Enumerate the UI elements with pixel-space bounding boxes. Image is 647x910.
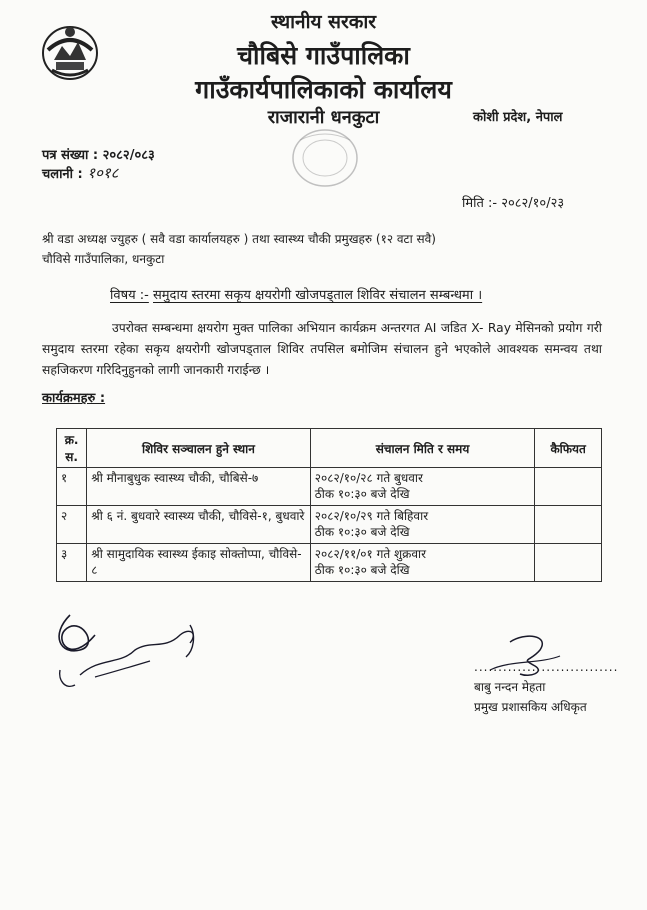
header-location: राजारानी धनकुटा [267, 107, 380, 128]
header-remarks: कैफियत [535, 429, 602, 468]
dispatch-number [42, 163, 118, 183]
table-row [57, 468, 602, 506]
cell-remarks [535, 544, 602, 582]
cell-serial: १ [57, 468, 87, 506]
header-province: कोशी प्रदेश, नेपाल [473, 110, 563, 125]
header-date-time: संचालन मिति र समय [310, 429, 535, 468]
subject-text: समुदाय स्तरमा सकृय क्षयरोगी खोजपड्ताल शिविर संचालन सम्बन्धमा । [153, 288, 483, 303]
header-place: शिविर सञ्चालन हुने स्थान [87, 429, 311, 468]
header-local-government: स्थानीय सरकार [270, 11, 377, 33]
cell-place: श्री मौनाबुधुक स्वास्थ्य चौकी, चौबिसे-७ [87, 468, 311, 506]
cell-date-time [310, 506, 535, 544]
recipient-line-2: चौविसे गाउँपालिका, धनकुटा [42, 252, 165, 266]
cell-date: २०८२/११/०१ गते शुक्रवार [314, 547, 427, 561]
cell-remarks [535, 506, 602, 544]
cell-remarks [535, 468, 602, 506]
programs-heading: कार्यक्रमहरु : [42, 391, 106, 406]
reference-value: २०८२/०८३ [102, 148, 155, 163]
schedule-table [56, 428, 602, 582]
cell-date-time [310, 468, 535, 506]
cell-time: ठीक १०:३० बजे देखि [314, 563, 410, 577]
officer-name: बाबु नन्दन मेहता [474, 680, 546, 694]
table-row [57, 544, 602, 582]
signature-line: .............................. [474, 660, 619, 674]
recipient-line-1: श्री वडा अध्यक्ष ज्युहरु ( सवै वडा कार्यालयहरु ) तथा स्वास्थ्य चौकी प्रमुखहरु (१२ वटा सवै) [42, 232, 436, 246]
cell-serial: ३ [57, 544, 87, 582]
table-row [57, 506, 602, 544]
reference-number [42, 145, 155, 163]
subject-label: विषय :- [110, 288, 149, 303]
header-municipality-name: चौबिसे गाउँपालिका [237, 41, 410, 70]
cell-time: ठीक १०:३० बजे देखि [314, 525, 410, 539]
header-serial: क्र. स. [57, 429, 87, 468]
letter-body: उपरोक्त सम्बन्धमा क्षयरोग मुक्त पालिका अभियान कार्यक्रम अन्तरगत AI जडित X- Ray मेसिनको प्रयोग गरी समुदाय स्तरमा रहेका सकृय क्षयरोगी खोजपड्ताल शिविर तपसिल बमोजिम संचालन हुने भएकोले आवश्यक समन्वय तथा सहजिकरण गरिदिनुहुनको लागी जानकारी गराईन्छ । [42, 321, 602, 377]
table-header-row [57, 429, 602, 468]
cell-date: २०८२/१०/२८ गते बुधवार [314, 471, 423, 485]
left-handwritten-signature [40, 595, 210, 695]
dispatch-label: चलानी : [42, 167, 83, 182]
cell-place: श्री ६ नं. बुधवारे स्वास्थ्य चौकी, चौविसे-१, बुधवारे [87, 506, 311, 544]
letter-date: मिति :- २०८२/१०/२३ [462, 196, 565, 211]
office-stamp [270, 120, 380, 190]
cell-time: ठीक १०:३० बजे देखि [314, 487, 410, 501]
reference-label: पत्र संख्या : [42, 148, 99, 163]
cell-date-time [310, 544, 535, 582]
cell-place: श्री सामुदायिक स्वास्थ्य ईकाइ सोक्तोप्पा, चौविसे- ८ [87, 544, 311, 582]
subject-line [110, 285, 482, 303]
cell-date: २०८२/१०/२९ गते बिहिवार [314, 509, 429, 523]
officer-title: प्रमुख प्रशासकिय अधिकृत [474, 700, 587, 714]
dispatch-value: १०१८ [87, 164, 119, 182]
header-office-name: गाउँकार्यपालिकाको कार्यालय [195, 75, 452, 104]
cell-serial: २ [57, 506, 87, 544]
